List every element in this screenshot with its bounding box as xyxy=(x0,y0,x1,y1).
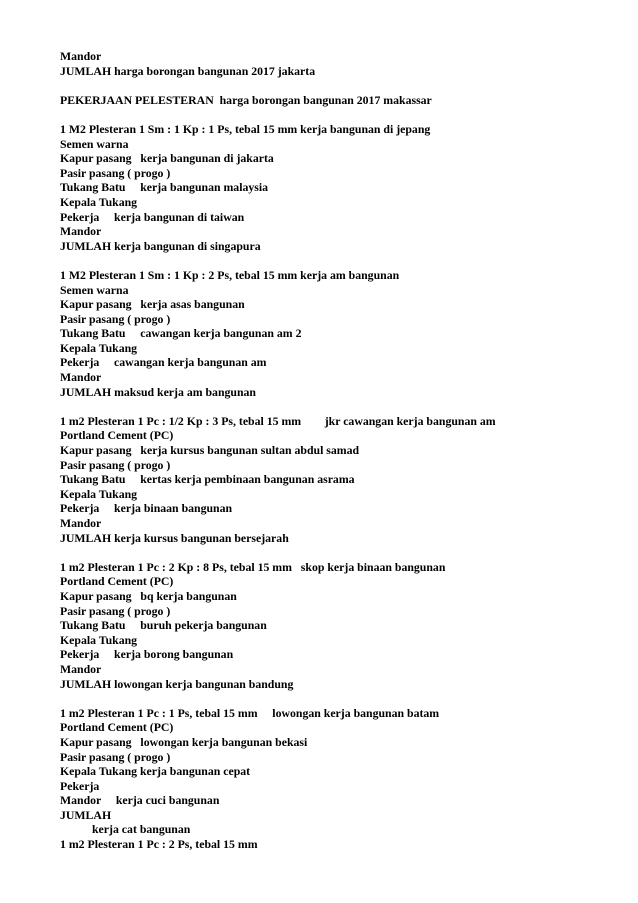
text-line: PEKERJAAN PELESTERAN harga borongan bangunan 2017 makassar xyxy=(60,92,432,107)
document-body xyxy=(60,49,620,822)
text-line: Kepala Tukang xyxy=(60,632,138,647)
text-line: Kapur pasang kerja bangunan di jakarta xyxy=(60,151,274,166)
text-line: Mandor xyxy=(60,370,102,385)
paragraph-gap xyxy=(60,691,620,706)
text-line: Pasir pasang ( progo ) xyxy=(60,749,171,764)
text-line: Pasir pasang ( progo ) xyxy=(60,603,171,618)
text-line: Pekerja xyxy=(60,778,100,793)
text-line: JUMLAH maksud kerja am bangunan xyxy=(60,384,256,399)
text-line: JUMLAH lowongan kerja bangunan bandung xyxy=(60,676,294,691)
text-line: Kepala Tukang xyxy=(60,486,138,501)
text-line: JUMLAH kerja kursus bangunan bersejarah xyxy=(60,530,289,545)
text-line: Semen warna xyxy=(60,282,129,297)
text-line: Tukang Batu buruh pekerja bangunan xyxy=(60,618,267,633)
text-line: Mandor xyxy=(60,661,102,676)
text-line: Semen warna xyxy=(60,136,129,151)
text-line: Portland Cement (PC) xyxy=(60,428,174,443)
text-line: Pekerja cawangan kerja bangunan am xyxy=(60,355,267,370)
paragraph-gap xyxy=(60,253,620,268)
text-line: Kapur pasang lowongan kerja bangunan bekasi xyxy=(60,734,308,749)
text-line: Mandor xyxy=(60,49,102,63)
text-line: 1 M2 Plesteran 1 Sm : 1 Kp : 2 Ps, tebal 15 mm kerja am bangunan xyxy=(60,267,400,282)
text-line-last: 1 m2 Plesteran 1 Pc : 2 Ps, tebal 15 mm xyxy=(60,837,258,852)
text-line: Mandor xyxy=(60,224,102,239)
text-line: Kapur pasang kerja kursus bangunan sultan abdul samad xyxy=(60,443,360,458)
text-line: Tukang Batu kerja bangunan malaysia xyxy=(60,180,269,195)
text-line-indented: kerja cat bangunan xyxy=(92,822,191,837)
text-line: Portland Cement (PC) xyxy=(60,574,174,589)
text-line: Portland Cement (PC) xyxy=(60,720,174,735)
text-line: JUMLAH xyxy=(60,807,112,822)
text-line: 1 M2 Plesteran 1 Sm : 1 Kp : 1 Ps, tebal 15 mm kerja bangunan di jepang xyxy=(60,121,431,136)
paragraph-gap xyxy=(60,399,620,414)
text-line: Mandor xyxy=(60,516,102,530)
text-line: Pasir pasang ( progo ) xyxy=(60,457,171,472)
text-line: Kepala Tukang kerja bangunan cepat xyxy=(60,764,251,779)
text-line: Kepala Tukang xyxy=(60,194,138,209)
text-line: Pasir pasang ( progo ) xyxy=(60,311,171,326)
paragraph-gap xyxy=(60,545,620,560)
document-page xyxy=(60,49,620,852)
text-line: Tukang Batu cawangan kerja bangunan am 2 xyxy=(60,326,302,341)
text-line: Kapur pasang bq kerja bangunan xyxy=(60,588,237,603)
text-line: Pekerja kerja borong bangunan xyxy=(60,647,234,662)
text-line: Pekerja kerja binaan bangunan xyxy=(60,501,233,516)
text-line: 1 m2 Plesteran 1 Pc : 2 Kp : 8 Ps, tebal 15 mm skop kerja binaan bangunan xyxy=(60,559,446,574)
text-line: 1 m2 Plesteran 1 Pc : 1 Ps, tebal 15 mm lowongan kerja bangunan batam xyxy=(60,705,440,720)
paragraph-gap xyxy=(60,78,620,93)
text-line: JUMLAH kerja bangunan di singapura xyxy=(60,238,261,253)
paragraph-gap xyxy=(60,107,620,122)
text-line: Kepala Tukang xyxy=(60,340,138,355)
text-line: 1 m2 Plesteran 1 Pc : 1/2 Kp : 3 Ps, tebal 15 mm jkr cawangan kerja bangunan am xyxy=(60,413,496,428)
text-line: Pasir pasang ( progo ) xyxy=(60,165,171,180)
text-line: Pekerja kerja bangunan di taiwan xyxy=(60,209,245,224)
text-line: Mandor kerja cuci bangunan xyxy=(60,793,220,808)
text-line: Tukang Batu kertas kerja pembinaan bangunan asrama xyxy=(60,472,355,487)
text-line: JUMLAH harga borongan bangunan 2017 jakarta xyxy=(60,63,316,78)
text-line: Kapur pasang kerja asas bangunan xyxy=(60,297,245,312)
